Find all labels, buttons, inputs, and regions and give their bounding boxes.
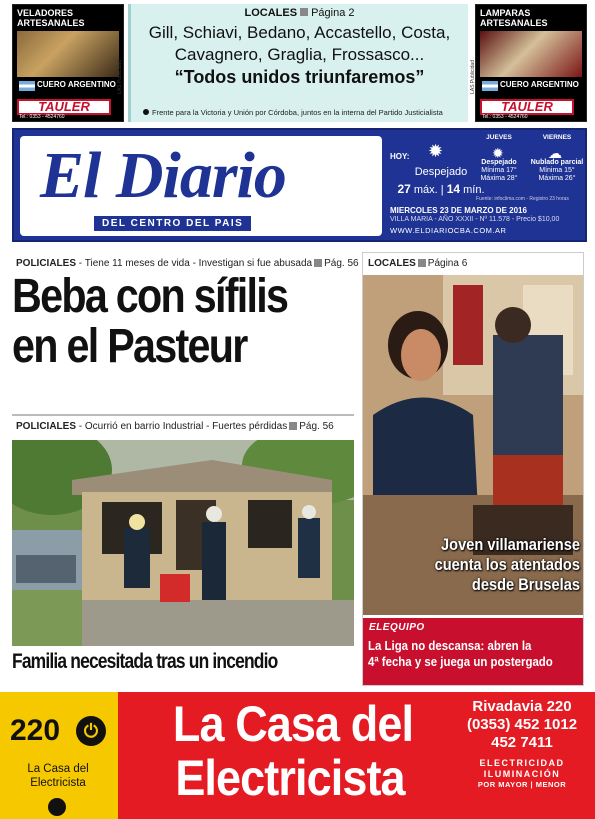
ad-left-badge — [0, 692, 118, 819]
lead-kicker: Tiene 11 meses de vida - Investigan si fue abusada — [84, 258, 313, 269]
ad-contact — [456, 698, 588, 790]
ad-photo — [480, 31, 582, 77]
bruselas-headline-line: desde Bruselas — [471, 575, 580, 594]
ad-cuero: CUERO ARGENTINO — [37, 80, 116, 89]
weather-today-condition: Despejado — [414, 166, 468, 178]
weather-max: Máxima 28° — [480, 175, 518, 182]
ad-lamparas[interactable] — [475, 4, 587, 122]
weather-day: JUEVES — [486, 134, 512, 141]
argentina-flag-icon — [482, 81, 498, 91]
lead-section-bar: POLICIALES - Tiene 11 meses de vida - Investigan si fue abusada Pág. 56 — [16, 258, 359, 269]
ad-left-name-line: Electricista — [30, 777, 86, 789]
weather-friday — [526, 134, 588, 183]
argentina-flag-icon — [19, 81, 35, 91]
square-icon — [300, 8, 308, 16]
fire-scene-illustration — [12, 440, 354, 646]
ad-veladores[interactable] — [12, 4, 124, 122]
fire-kicker-line: POLICIALES - Ocurrió en barrio Industrial - Fuertes pérdidas Pág. 56 — [16, 421, 334, 432]
ad-left-name-line: La Casa del — [27, 763, 89, 775]
weather-thursday — [470, 134, 528, 183]
elequipo-headline — [368, 638, 557, 670]
ad-category: ELECTRICIDAD — [479, 758, 565, 768]
weather-condition: Nublado parcial — [530, 159, 584, 166]
bullet-icon — [143, 109, 149, 115]
teaser-foot — [143, 108, 464, 117]
weather-today-temps: 27 máx. | 14 mín. — [397, 182, 485, 196]
fire-photo[interactable] — [12, 440, 354, 646]
ad-phone[interactable]: (0353) 452 1012 — [466, 716, 578, 733]
lead-page: Pág. 56 — [324, 258, 359, 269]
dot-icon — [48, 798, 66, 816]
teaser-page: Página 2 — [311, 7, 355, 19]
teaser-section: LOCALES — [244, 7, 298, 19]
today-max: 27 — [397, 182, 411, 196]
fire-section-bar — [12, 414, 354, 438]
ad-address: Rivadavia 220 — [472, 698, 572, 715]
edition-date: MIERCOLES 23 DE MARZO DE 2016 — [390, 206, 527, 215]
lead-headline-line: Beba con sífilis — [12, 270, 288, 323]
masthead — [12, 128, 587, 242]
locales-section-bar — [368, 258, 467, 269]
ad-wholesale: POR MAYOR | MENOR — [477, 780, 567, 789]
square-icon — [314, 259, 322, 267]
teaser-line: Gill, Schiavi, Bedano, Accastello, Costa, — [148, 23, 451, 42]
today-min-label: mín. — [463, 184, 485, 196]
tauler-logo: TAULER — [480, 99, 574, 115]
ad-photo — [17, 31, 119, 77]
weather-day: VIERNES — [542, 134, 572, 141]
ad-title: LAMPARAS ARTESANALES — [480, 8, 548, 28]
ad-title-line: Electricista — [175, 750, 405, 806]
square-icon — [289, 422, 297, 430]
elequipo-line: 4ª fecha y se juega un postergado — [368, 654, 553, 669]
bruselas-headline-line: cuenta los atentados — [434, 555, 580, 574]
ad-category: ILUMINACIÓN — [483, 769, 561, 779]
bruselas-headline-line: Joven villamariense — [441, 535, 580, 554]
fire-caption[interactable]: Familia necesitada tras un incendio — [12, 650, 278, 673]
ad-title: VELADORES ARTESANALES — [17, 8, 85, 28]
elequipo-line: La Liga no descansa: abren la — [368, 638, 532, 653]
ad-casa-electricista[interactable] — [0, 692, 595, 819]
elequipo-box[interactable] — [363, 618, 583, 685]
tauler-logo: TAULER — [17, 99, 111, 115]
weather-today-label: HOY: — [390, 152, 410, 161]
weather-min: Mínima 17° — [481, 167, 517, 174]
today-min: 14 — [446, 182, 461, 196]
ad-agency-credit: LAS Publicidad — [117, 60, 123, 94]
teaser-quote: “Todos unidos triunfaremos” — [174, 67, 425, 87]
lead-headline[interactable] — [12, 272, 309, 372]
locales-page: Página 6 — [427, 258, 468, 269]
teaser-line: Cavagnero, Graglia, Frossasco... — [174, 45, 425, 64]
ad-phone[interactable]: 452 7411 — [491, 734, 553, 751]
plug-icon: ⏻ — [76, 716, 106, 746]
ad-number: 220 — [10, 714, 61, 747]
ad-tel: Tel.: 0353 - 4524760 — [19, 114, 65, 120]
lead-headline-line: en el Pasteur — [12, 320, 247, 373]
teaser-header — [131, 7, 468, 19]
newspaper-logo[interactable]: El Diario — [40, 139, 286, 212]
sun-icon: ✹ — [428, 141, 444, 161]
fire-section: POLICIALES — [16, 421, 77, 432]
ad-title-line: La Casa del — [172, 696, 414, 752]
square-icon — [418, 259, 426, 267]
weather-condition: Despejado — [481, 159, 517, 166]
edition-issue: VILLA MARIA - AÑO XXXII - Nº 11.578 - Precio $10,00 — [390, 216, 560, 223]
fire-page: Pág. 56 — [299, 421, 334, 432]
weather-min: Mínima 15° — [539, 167, 575, 174]
fire-kicker: Ocurrió en barrio Industrial - Fuertes pérdidas — [84, 421, 288, 432]
top-teaser[interactable] — [128, 4, 468, 122]
ad-left-name — [4, 762, 112, 790]
today-max-label: máx. — [413, 184, 438, 196]
bruselas-headline[interactable] — [399, 535, 580, 595]
sun-icon: ✹ — [492, 145, 504, 161]
weather-max: Máxima 26° — [538, 175, 576, 182]
newspaper-subtitle: DEL CENTRO DEL PAIS — [94, 216, 251, 231]
ad-cuero: CUERO ARGENTINO — [500, 80, 579, 89]
website-link[interactable]: WWW.ELDIARIOCBA.COM.AR — [390, 226, 507, 235]
ad-tel: Tel.: 0353 - 4524760 — [482, 114, 528, 120]
weather-source: Fuente: infoclima.com - Registro 23 horas — [476, 196, 569, 202]
elequipo-logo: ELEQUIPO — [369, 622, 425, 633]
locales-section: LOCALES — [368, 258, 416, 269]
cloud-icon: ☁ — [548, 145, 562, 161]
lead-section: POLICIALES — [16, 258, 77, 269]
teaser-foot-text: Frente para la Victoria y Unión por Córdoba, juntos en la interna del Partido Justicialista — [152, 108, 443, 117]
ad-agency-credit: LAS Publicidad — [470, 60, 476, 94]
logo-box — [20, 136, 382, 236]
